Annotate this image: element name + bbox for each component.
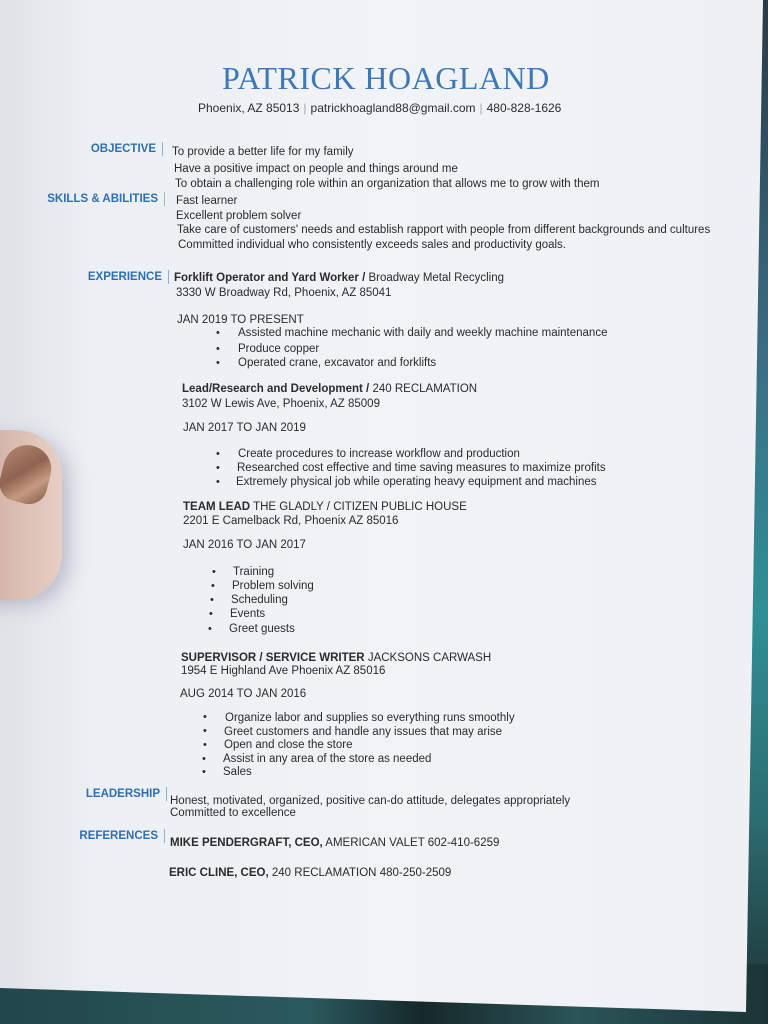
bullet-icon: • — [202, 753, 206, 765]
reference-phone: 480-250-2509 — [379, 867, 452, 879]
job-bullet: Problem solving — [232, 580, 314, 592]
job-bullet: Assist in any area of the store as needed — [223, 753, 432, 765]
job-title: Forklift Operator and Yard Worker / — [174, 272, 366, 284]
bullet-icon: • — [216, 462, 220, 474]
job-dates: AUG 2014 TO JAN 2016 — [180, 688, 307, 700]
leadership-line: Committed to excellence — [170, 807, 296, 819]
job-bullet: Events — [230, 608, 266, 620]
reference-name: ERIC CLINE, CEO, — [169, 867, 269, 879]
bullet-icon: • — [216, 448, 220, 460]
skills-line: Fast learner — [176, 195, 238, 207]
contact-email: patrickhoagland88@gmail.com — [310, 101, 476, 115]
bullet-icon: • — [210, 594, 214, 606]
reference-item — [170, 836, 499, 850]
contact-phone: 480-828-1626 — [486, 101, 562, 115]
section-heading-skills: SKILLS & ABILITIES — [30, 192, 165, 206]
section-heading-experience: EXPERIENCE — [80, 270, 169, 284]
job-address: 2201 E Camelback Rd, Phoenix AZ 85016 — [183, 515, 399, 527]
job-bullet: Open and close the store — [224, 739, 353, 751]
skills-line: Committed individual who consistently exceeds sales and productivity goals. — [178, 239, 567, 251]
contact-separator: | — [479, 101, 483, 115]
job-address: 3330 W Broadway Rd, Phoenix, AZ 85041 — [176, 287, 392, 299]
job-company: 240 RECLAMATION — [372, 383, 478, 395]
bullet-icon: • — [208, 623, 212, 635]
job-address: 1954 E Highland Ave Phoenix AZ 85016 — [181, 665, 386, 677]
job-bullet: Training — [233, 566, 275, 578]
job-bullet: Extremely physical job while operating heavy equipment and machines — [236, 476, 597, 488]
contact-location: Phoenix, AZ 85013 — [198, 101, 300, 115]
objective-line: To provide a better life for my family — [172, 146, 354, 158]
resume-name: PATRICK HOAGLAND — [222, 60, 550, 96]
reference-item — [169, 866, 451, 880]
job-dates: JAN 2017 TO JAN 2019 — [183, 422, 306, 434]
objective-line: To obtain a challenging role within an organization that allows me to grow with them — [175, 178, 600, 190]
bullet-icon: • — [212, 566, 216, 578]
contact-line — [198, 101, 561, 115]
bullet-icon: • — [216, 327, 220, 339]
section-heading-references: REFERENCES — [78, 829, 165, 843]
job-bullet: Greet customers and handle any issues that may arise — [224, 726, 503, 738]
reference-company: 240 RECLAMATION — [271, 867, 377, 879]
job-title: SUPERVISOR / SERVICE WRITER — [181, 652, 365, 664]
skills-line: Take care of customers' needs and establish rapport with people from different backgrounds and cultures — [177, 224, 711, 236]
job-dates: JAN 2016 TO JAN 2017 — [183, 539, 306, 551]
bullet-icon: • — [216, 343, 220, 355]
section-heading-objective: OBJECTIVE — [60, 142, 163, 156]
job-header — [182, 382, 477, 396]
job-dates: JAN 2019 TO PRESENT — [177, 314, 304, 326]
job-company: JACKSONS CARWASH — [367, 652, 492, 664]
bullet-icon: • — [216, 357, 220, 369]
job-address: 3102 W Lewis Ave, Phoenix, AZ 85009 — [182, 398, 380, 410]
job-bullet: Assisted machine mechanic with daily and weekly machine maintenance — [238, 327, 608, 339]
job-bullet: Greet guests — [229, 623, 295, 635]
job-bullet: Create procedures to increase workflow and production — [238, 448, 520, 460]
job-header — [174, 271, 504, 285]
job-company: Broadway Metal Recycling — [368, 272, 505, 284]
skills-line: Excellent problem solver — [176, 210, 302, 222]
job-bullet: Sales — [223, 766, 252, 778]
bullet-icon: • — [203, 725, 207, 737]
bullet-icon: • — [209, 608, 213, 620]
contact-separator: | — [303, 101, 307, 115]
job-bullet: Scheduling — [231, 594, 288, 606]
objective-line: Have a positive impact on people and things around me — [174, 163, 458, 175]
job-company: THE GLADLY / CITIZEN PUBLIC HOUSE — [253, 501, 467, 513]
bullet-icon: • — [203, 739, 207, 751]
job-header — [181, 651, 491, 665]
job-bullet: Researched cost effective and time saving measures to maximize profits — [237, 462, 606, 474]
job-bullet: Organize labor and supplies so everything runs smoothly — [225, 712, 515, 724]
job-header — [183, 500, 467, 514]
job-bullet: Produce copper — [238, 343, 320, 355]
leadership-line: Honest, motivated, organized, positive can-do attitude, delegates appropriately — [170, 795, 571, 807]
job-bullet: Operated crane, excavator and forklifts — [238, 357, 437, 369]
job-title: TEAM LEAD — [183, 501, 251, 513]
bullet-icon: • — [211, 580, 215, 592]
job-title: Lead/Research and Development / — [182, 383, 370, 395]
section-heading-leadership: LEADERSHIP — [80, 787, 167, 801]
bullet-icon: • — [203, 711, 207, 723]
reference-phone: 602-410-6259 — [427, 837, 500, 849]
bullet-icon: • — [216, 476, 220, 488]
reference-name: MIKE PENDERGRAFT, CEO, — [170, 837, 323, 849]
reference-company: AMERICAN VALET — [325, 837, 425, 849]
bullet-icon: • — [202, 766, 206, 778]
